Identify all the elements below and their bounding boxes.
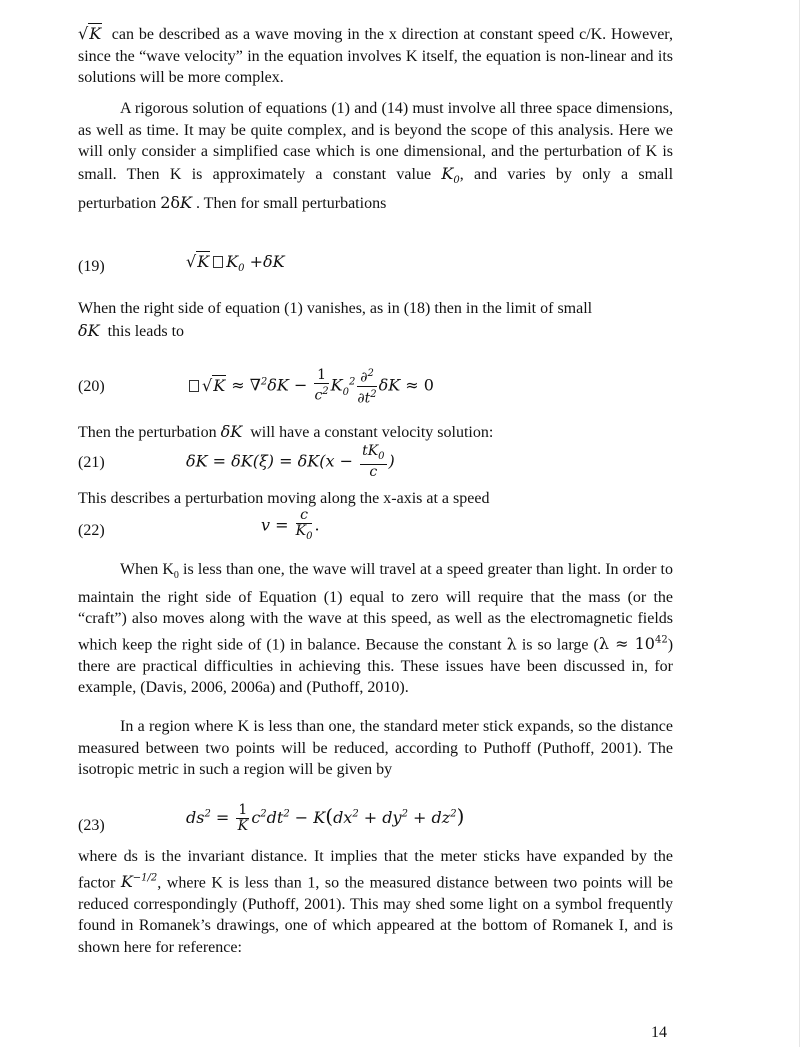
paragraph-3: When the right side of equation (1) vanishes, as in (18) then in the limit of small δK this leads to [78, 300, 593, 340]
lambda-symbol: λ [506, 634, 517, 654]
equation-21-number: (21) [78, 454, 105, 471]
paragraph-1 [78, 23, 673, 89]
equation-23-number: (23) [78, 817, 105, 834]
k-power-symbol: $K^{-1/2}$ [120, 871, 158, 891]
equation-21-body: δK = δK(ξ) = δK(x − $\frac{tK_0}{c}$ ) [186, 443, 395, 480]
equation-21 [78, 444, 678, 480]
equation-22-number: (22) [78, 522, 105, 539]
paragraph-8: where ds is the invariant distance. It implies that the meter sticks have expanded by the factor $K^{-1/2}$, where K is less than 1, so the measured distance between two points will be reduced correspondingly (Puthoff, 2001). This may shed some light on a symbol frequently found in Romanek’s drawings, one of which appeared at the bottom of Romanek I, and is shown here for reference: [78, 848, 673, 956]
equation-20 [78, 366, 678, 407]
paragraph-2: A rigorous solution of equations (1) and (14) must involve all three space dimensions, as well as time. It may be quite complex, and is beyond the scope of this analysis. Here we will only consider a simplified case which is one dimensional, and the perturbation of K is small. Then K is approximately a constant value $K_0$, and varies by only a small perturbation 2δK . Then for small perturbations [78, 100, 674, 212]
equation-20-number: (20) [78, 378, 105, 395]
paragraph-6: When $K_0$ is less than one, the wave will travel at a speed greater than light. In order to maintain the right side of Equation (1) equal to zero will require that the mass (or the “craft”) also moves along with the wave at this speed, as well as the electromagnetic fields which keep the right side of (1) in balance. Because the constant λ is so large $(\lambda \approx 10^{42})$ there are practical difficulties in achieving this. These issues have been discussed in, for example, (Davis, 2006, 2006a) and (Puthoff, 2010). [78, 561, 674, 697]
sqrt-k-symbol: √K [78, 24, 102, 43]
equation-19 [78, 250, 678, 286]
lambda-value: $\lambda \approx 10^{42}$ [598, 634, 668, 654]
paragraph-1-text: can be described as a wave moving in the x direction at constant speed c/K. However, since the “wave velocity” in the equation involves K itself, the equation is non-linear and its solutions will be more complex. [78, 26, 673, 87]
paragraph-5: This describes a perturbation moving along the x-axis at a speed [78, 490, 490, 507]
k0-symbol: $K_0$ [441, 163, 460, 186]
page-number: 14 [651, 1024, 667, 1041]
paragraph-7: In a region where K is less than one, the standard meter stick expands, so the distance measured between two points will be reduced, according to Puthoff (Puthoff, 2001). The isotropic metric in such a region will be given by [78, 718, 673, 779]
equation-22-body: v = $\frac{c}{K_0}$ . [261, 507, 320, 542]
equation-22 [78, 508, 678, 544]
equation-19-number: (19) [78, 258, 105, 275]
delta-k-symbol: δK [78, 320, 100, 340]
paragraph-4: Then the perturbation δK will have a constant velocity solution: [78, 422, 494, 441]
equation-23-body: $ds^2$ = $\frac{1}{K}$ $c^2dt^2 - K(dx^2 + dy^2 + dz^2)$ [186, 802, 465, 834]
two-delta-k-symbol: 2δK [160, 192, 192, 212]
equation-20-body: √K ≈ ∇$^2$δK − $\frac{1}{c^2}$ $K_0^2$ $\frac{\partial^2}{\partial t^2}$ δK ≈ 0 [186, 366, 434, 406]
equation-19-body: √K $K_0 +\delta K$ [186, 252, 285, 275]
equation-23 [78, 803, 678, 839]
